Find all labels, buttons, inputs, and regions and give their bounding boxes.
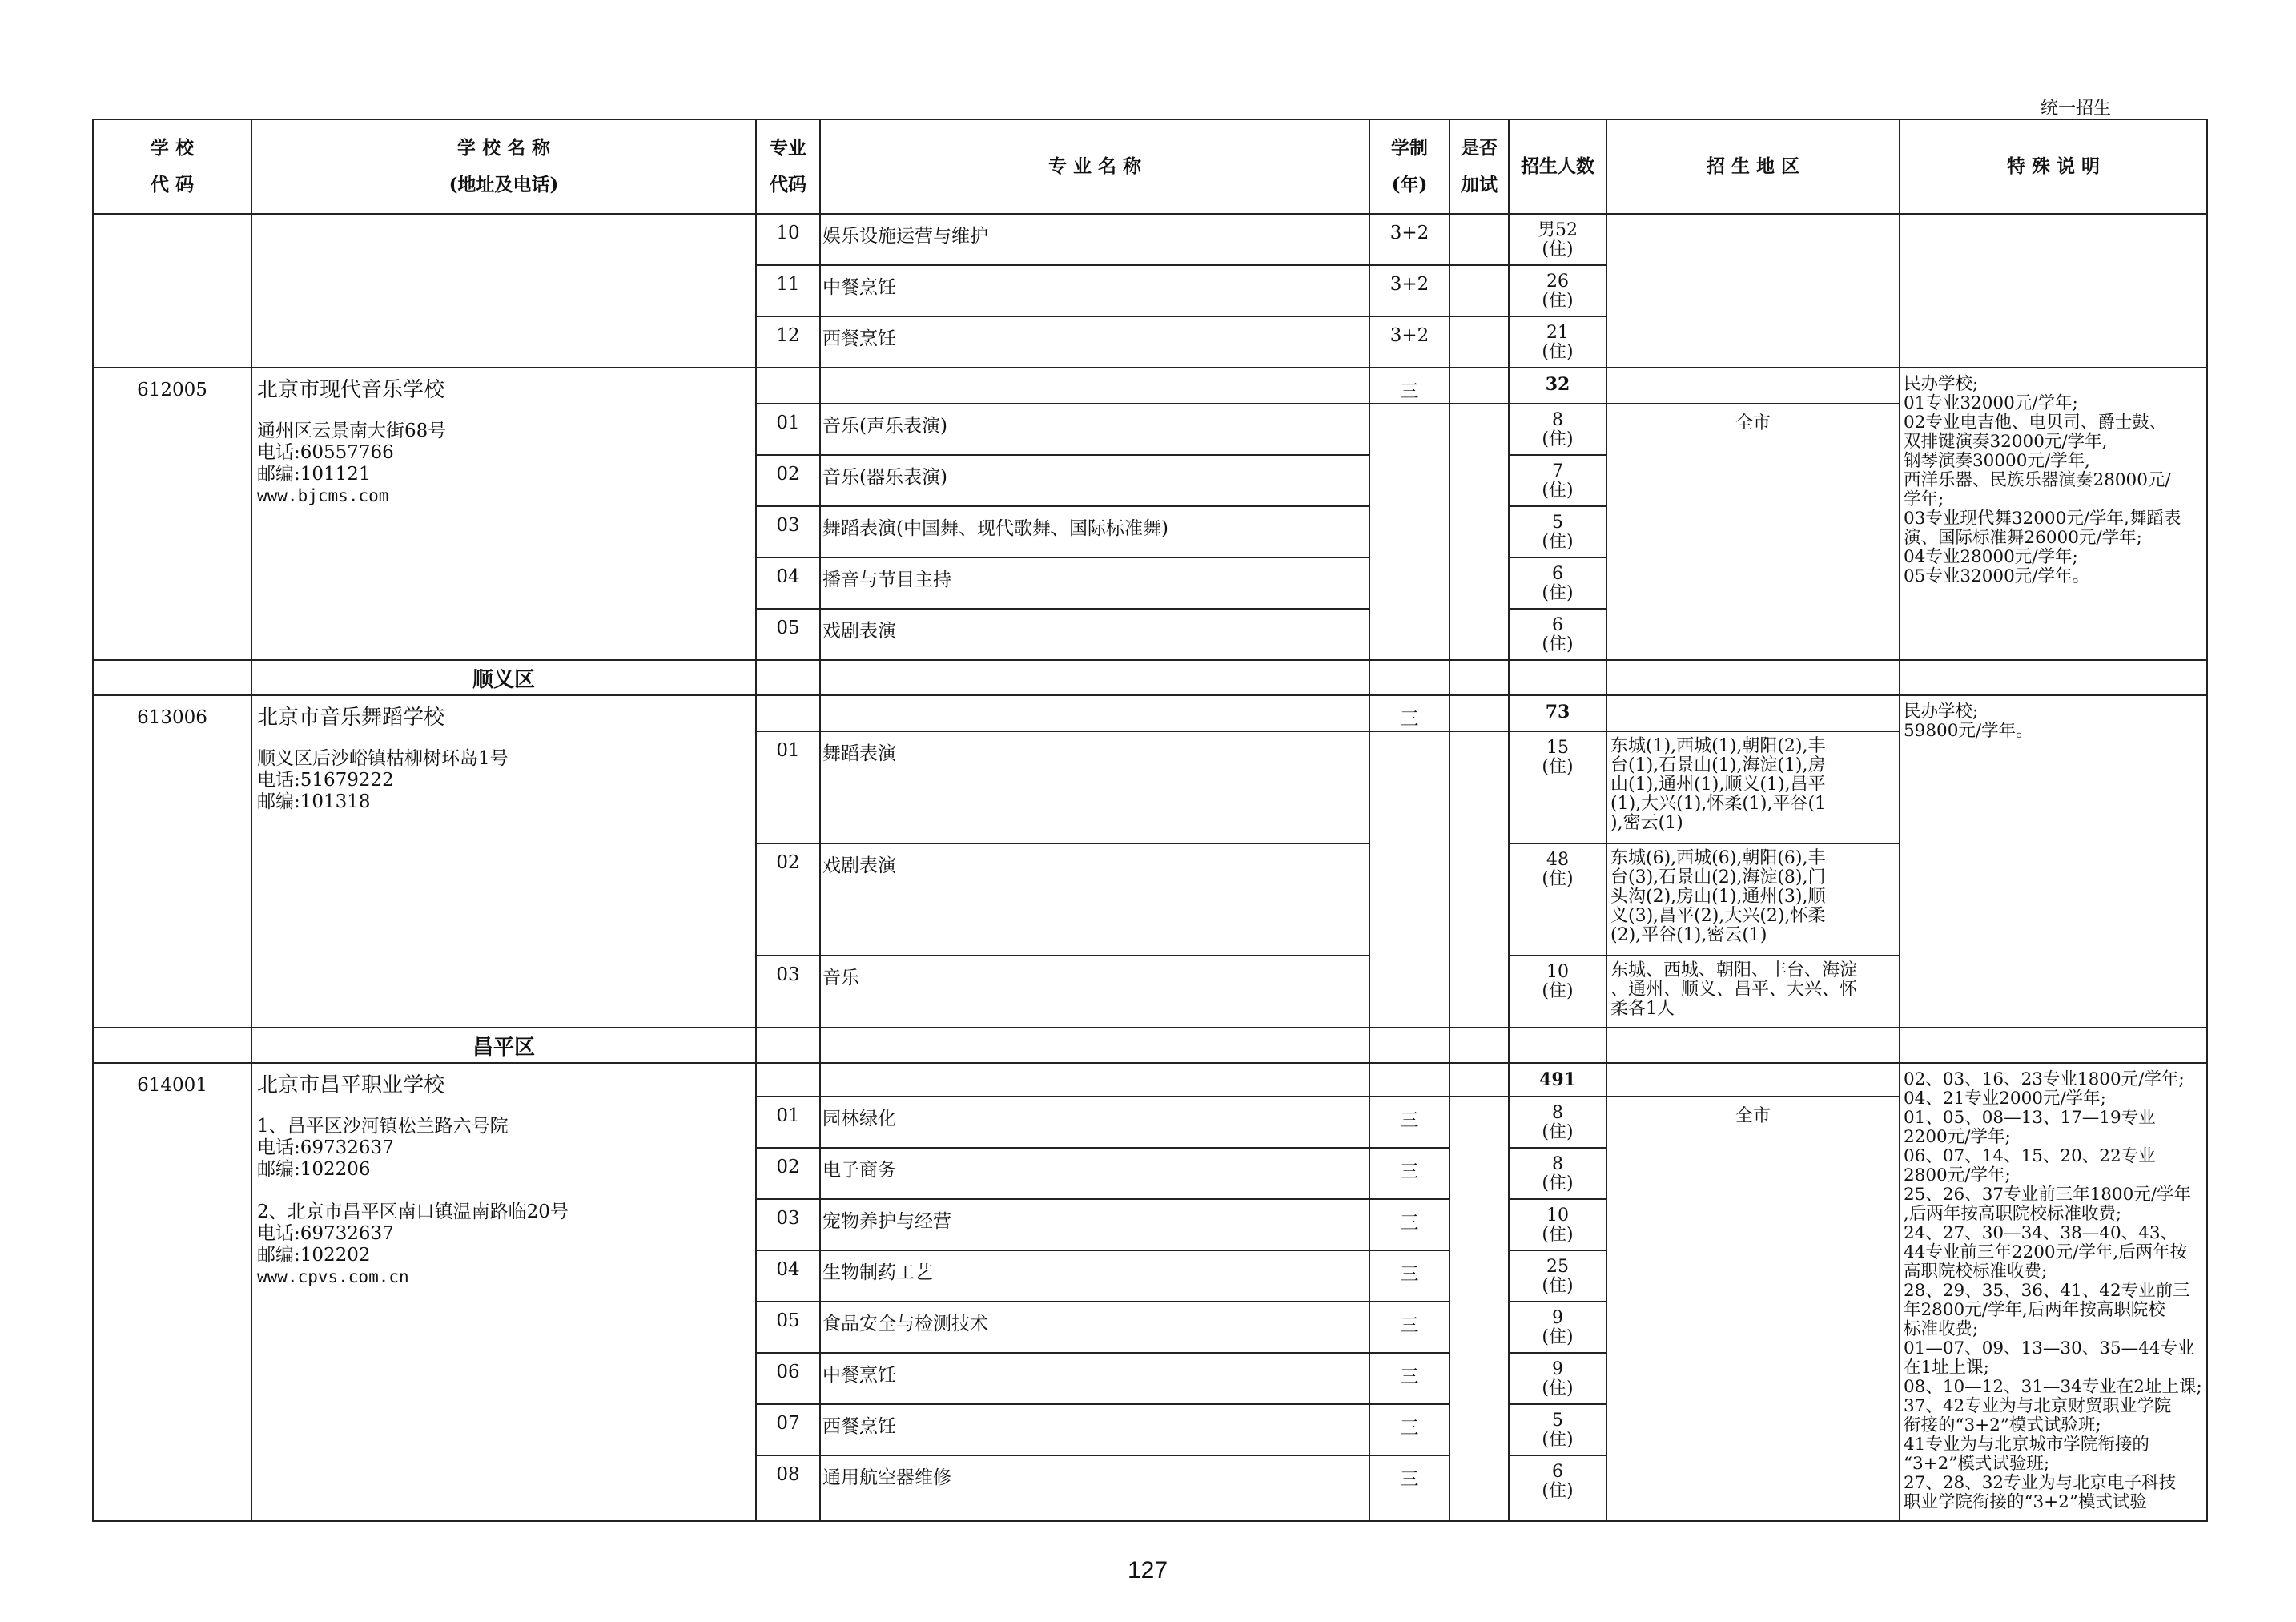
school-address: 顺义区后沙峪镇枯柳树环岛1号 xyxy=(257,748,509,769)
quota-total: 491 xyxy=(1509,1063,1606,1097)
major-name: 音乐 xyxy=(820,956,1369,1028)
major-code: 02 xyxy=(756,1148,820,1199)
major-name: 音乐(声乐表演) xyxy=(820,404,1369,455)
major-code: 05 xyxy=(756,1302,820,1353)
school-info xyxy=(251,695,756,1028)
page-number: 127 xyxy=(1128,1557,1168,1584)
quota: 5 (住) xyxy=(1509,1404,1606,1455)
major-name: 戏剧表演 xyxy=(820,609,1369,660)
district-name: 顺义区 xyxy=(251,660,756,695)
school-phone: 电话:69732637 xyxy=(257,1137,394,1158)
quota: 男52 (住) xyxy=(1509,214,1606,265)
quota: 7 (住) xyxy=(1509,455,1606,506)
quota: 8 (住) xyxy=(1509,1097,1606,1148)
school-website: www.cpvs.com.cn xyxy=(257,1267,409,1286)
header-major-code: 专业 代码 xyxy=(756,119,820,214)
quota: 8 (住) xyxy=(1509,404,1606,455)
school-phone: 电话:69732637 xyxy=(257,1223,394,1244)
table-row xyxy=(93,214,2207,265)
quota: 21 (住) xyxy=(1509,316,1606,368)
years: 三 xyxy=(1369,1455,1450,1521)
years: 三 xyxy=(1369,695,1450,731)
school-website: www.bjcms.com xyxy=(257,486,389,505)
district-name: 昌平区 xyxy=(251,1028,756,1063)
school-phone: 电话:60557766 xyxy=(257,442,394,463)
quota-total: 73 xyxy=(1509,695,1606,731)
major-name: 通用航空器维修 xyxy=(820,1455,1369,1521)
major-name: 西餐烹饪 xyxy=(820,316,1369,368)
major-name: 食品安全与检测技术 xyxy=(820,1302,1369,1353)
major-code: 03 xyxy=(756,506,820,557)
years: 3+2 xyxy=(1369,265,1450,316)
major-code: 03 xyxy=(756,956,820,1028)
major-code: 07 xyxy=(756,1404,820,1455)
school-code: 613006 xyxy=(93,695,251,1028)
major-code: 04 xyxy=(756,1250,820,1302)
header-notes: 特 殊 说 明 xyxy=(1900,119,2207,214)
major-name: 中餐烹饪 xyxy=(820,265,1369,316)
years: 三 xyxy=(1369,1148,1450,1199)
years: 三 xyxy=(1369,1404,1450,1455)
quota: 10 (住) xyxy=(1509,956,1606,1028)
region: 全市 xyxy=(1606,1097,1900,1521)
school-info xyxy=(251,1063,756,1521)
quota: 8 (住) xyxy=(1509,1148,1606,1199)
major-code: 06 xyxy=(756,1353,820,1404)
region: 东城、西城、朝阳、丰台、海淀 、通州、顺义、昌平、大兴、怀 柔各1人 xyxy=(1606,956,1900,1028)
school-postcode: 邮编:101121 xyxy=(257,464,371,485)
school-header-row xyxy=(93,368,2207,404)
school-code: 612005 xyxy=(93,368,251,660)
major-code: 02 xyxy=(756,455,820,506)
header-school-code: 学 校 代 码 xyxy=(93,119,251,214)
major-name: 舞蹈表演 xyxy=(820,731,1369,843)
years: 三 xyxy=(1369,1199,1450,1250)
header-quota: 招生人数 xyxy=(1509,119,1606,214)
school-name: 北京市现代音乐学校 xyxy=(257,378,445,402)
major-name: 娱乐设施运营与维护 xyxy=(820,214,1369,265)
special-notes: 民办学校; 59800元/学年。 xyxy=(1900,695,2207,1028)
major-code: 01 xyxy=(756,731,820,843)
section-label: 统一招生 xyxy=(2041,99,2112,119)
major-name: 电子商务 xyxy=(820,1148,1369,1199)
school-header-row xyxy=(93,1063,2207,1097)
major-code: 01 xyxy=(756,1097,820,1148)
major-name: 戏剧表演 xyxy=(820,843,1369,956)
major-name: 园林绿化 xyxy=(820,1097,1369,1148)
major-name: 生物制药工艺 xyxy=(820,1250,1369,1302)
quota: 6 (住) xyxy=(1509,557,1606,609)
quota: 5 (住) xyxy=(1509,506,1606,557)
school-address: 通州区云景南大街68号 xyxy=(257,421,447,441)
major-code: 05 xyxy=(756,609,820,660)
quota: 9 (住) xyxy=(1509,1353,1606,1404)
school-address: 1、昌平区沙河镇松兰路六号院 xyxy=(257,1116,509,1137)
district-row xyxy=(93,660,2207,695)
school-phone: 电话:51679222 xyxy=(257,770,394,791)
years: 三 xyxy=(1369,1097,1450,1148)
years: 3+2 xyxy=(1369,316,1450,368)
header-region: 招 生 地 区 xyxy=(1606,119,1900,214)
school-postcode: 邮编:102206 xyxy=(257,1159,371,1180)
school-name: 北京市音乐舞蹈学校 xyxy=(257,706,445,730)
quota: 15 (住) xyxy=(1509,731,1606,843)
years: 三 xyxy=(1369,1250,1450,1302)
school-name: 北京市昌平职业学校 xyxy=(257,1073,445,1097)
school-code: 614001 xyxy=(93,1063,251,1521)
region: 全市 xyxy=(1606,404,1900,660)
quota: 6 (住) xyxy=(1509,609,1606,660)
header-school-name: 学 校 名 称 (地址及电话) xyxy=(251,119,756,214)
header-row xyxy=(93,119,2207,214)
major-code: 04 xyxy=(756,557,820,609)
major-code: 11 xyxy=(756,265,820,316)
major-code: 10 xyxy=(756,214,820,265)
header-major-name: 专 业 名 称 xyxy=(820,119,1369,214)
header-extra-test: 是否 加试 xyxy=(1450,119,1509,214)
region: 东城(1),西城(1),朝阳(2),丰 台(1),石景山(1),海淀(1),房 山(1),通州(1),顺义(1),昌平 (1),大兴(1),怀柔(1),平谷(1 ),密云(1) xyxy=(1606,731,1900,843)
special-notes: 02、03、16、23专业1800元/学年; 04、21专业2000元/学年; 01、05、08—13、17—19专业 2200元/学年; 06、07、14、15、20、22专业 2800元/学年; 25、26、37专业前三年1800元/学年 ,后两年按高职院校标准收费; 24、27、30—34、38—40、43、 44专业前三年2200元/学年,后两年按 高职院校标准收费; 28、29、35、36、41、42专业前三 年2800元/学年,后两年按高职院校 标准收费; 01—07、09、13—30、35—44专业 在1址上课; 08、10—12、31—34专业在2址上课; 37、42专业为与北京财贸职业学院 衔接的“3+2”模式试验班; 41专业为与北京城市学院衔接的 “3+2”模式试验班; 27、28、32专业为与北京电子科技 职业学院衔接的“3+2”模式试验 xyxy=(1900,1063,2207,1521)
quota: 25 (住) xyxy=(1509,1250,1606,1302)
quota: 48 (住) xyxy=(1509,843,1606,956)
years: 三 xyxy=(1369,368,1450,404)
school-info xyxy=(251,368,756,660)
quota: 9 (住) xyxy=(1509,1302,1606,1353)
years: 3+2 xyxy=(1369,214,1450,265)
school-postcode: 邮编:101318 xyxy=(257,791,371,812)
major-name: 舞蹈表演(中国舞、现代歌舞、国际标准舞) xyxy=(820,506,1369,557)
school-postcode: 邮编:102202 xyxy=(257,1245,371,1266)
special-notes: 民办学校; 01专业32000元/学年; 02专业电吉他、电贝司、爵士鼓、 双排键演奏32000元/学年, 钢琴演奏30000元/学年, 西洋乐器、民族乐器演奏28000元/ 学年; 03专业现代舞32000元/学年,舞蹈表 演、国际标准舞26000元/学年; 04专业28000元/学年; 05专业32000元/学年。 xyxy=(1900,368,2207,660)
school-address: 2、北京市昌平区南口镇温南路临20号 xyxy=(257,1201,569,1222)
major-code: 12 xyxy=(756,316,820,368)
years: 三 xyxy=(1369,1353,1450,1404)
major-code: 02 xyxy=(756,843,820,956)
quota-total: 32 xyxy=(1509,368,1606,404)
major-code: 01 xyxy=(756,404,820,455)
quota: 26 (住) xyxy=(1509,265,1606,316)
major-name: 西餐烹饪 xyxy=(820,1404,1369,1455)
school-header-row xyxy=(93,695,2207,731)
district-row xyxy=(93,1028,2207,1063)
major-name: 中餐烹饪 xyxy=(820,1353,1369,1404)
major-name: 播音与节目主持 xyxy=(820,557,1369,609)
years: 三 xyxy=(1369,1302,1450,1353)
header-years: 学制 (年) xyxy=(1369,119,1450,214)
major-code: 03 xyxy=(756,1199,820,1250)
major-name: 宠物养护与经营 xyxy=(820,1199,1369,1250)
region: 东城(6),西城(6),朝阳(6),丰 台(3),石景山(2),海淀(8),门 头沟(2),房山(1),通州(3),顺 义(3),昌平(2),大兴(2),怀柔 (2),平谷(1),密云(1) xyxy=(1606,843,1900,956)
major-code: 08 xyxy=(756,1455,820,1521)
major-name: 音乐(器乐表演) xyxy=(820,455,1369,506)
quota: 6 (住) xyxy=(1509,1455,1606,1521)
enrollment-table xyxy=(92,119,2208,1522)
quota: 10 (住) xyxy=(1509,1199,1606,1250)
